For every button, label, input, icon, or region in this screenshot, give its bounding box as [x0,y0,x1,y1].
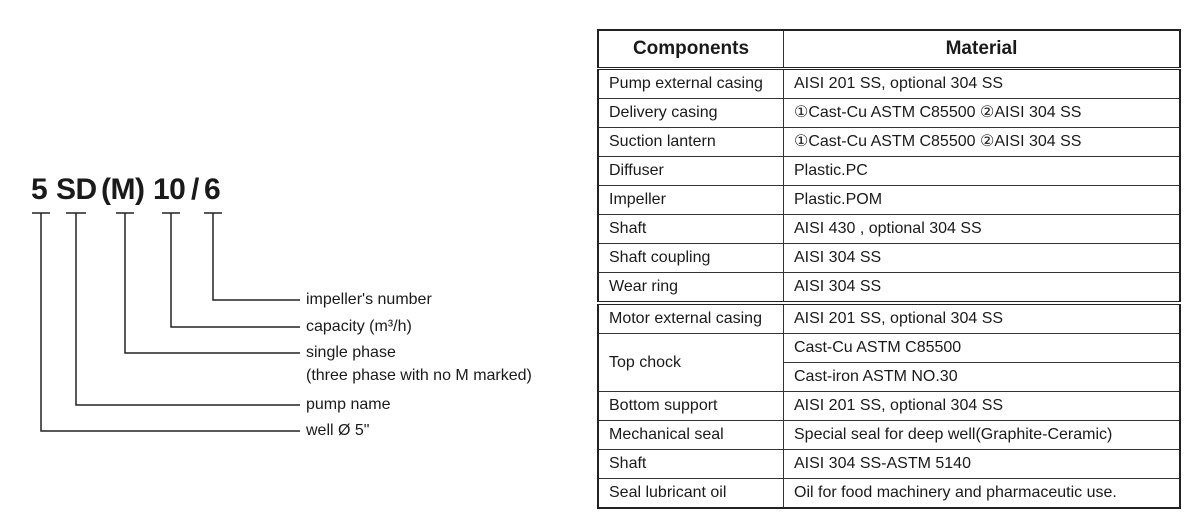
code-part-pump-name: SD [56,173,97,206]
table-row [598,215,1180,244]
component-cell: Shaft [598,450,784,479]
legend-pump-name: pump name [306,396,391,413]
table-row [598,450,1180,479]
table-row [598,334,1180,363]
legend-three-phase-note: (three phase with no M marked) [306,367,532,384]
material-cell: AISI 201 SS, optional 304 SS [784,303,1181,334]
component-cell: Diffuser [598,157,784,186]
table-row [598,128,1180,157]
component-cell: Delivery casing [598,99,784,128]
component-cell: Top chock [598,334,784,392]
legend-well-size: well Ø 5" [306,422,370,439]
component-cell: Wear ring [598,273,784,304]
table-row [598,244,1180,273]
legend-impeller-number: impeller's number [306,291,432,308]
component-cell: Mechanical seal [598,421,784,450]
table-row [598,303,1180,334]
materials-table [597,29,1181,509]
component-cell: Shaft coupling [598,244,784,273]
material-cell: Cast-iron ASTM NO.30 [784,363,1181,392]
table-row [598,392,1180,421]
code-leader-lines [0,0,590,527]
table-row [598,273,1180,304]
component-cell: Bottom support [598,392,784,421]
header-material: Material [784,30,1181,69]
table-row [598,186,1180,215]
material-cell: Special seal for deep well(Graphite-Ceramic) [784,421,1181,450]
material-cell: AISI 304 SS [784,273,1181,304]
code-part-impellers: 6 [204,173,221,206]
material-cell: AISI 304 SS [784,244,1181,273]
legend-single-phase: single phase [306,344,396,361]
model-code-diagram [0,0,590,527]
component-cell: Suction lantern [598,128,784,157]
component-cell: Shaft [598,215,784,244]
table-header-row [598,30,1180,69]
material-cell: AISI 304 SS-ASTM 5140 [784,450,1181,479]
header-components: Components [598,30,784,69]
material-cell: AISI 430 , optional 304 SS [784,215,1181,244]
component-cell: Impeller [598,186,784,215]
table-row [598,99,1180,128]
component-cell: Pump external casing [598,69,784,99]
material-cell: Plastic.POM [784,186,1181,215]
material-cell: Cast-Cu ASTM C85500 [784,334,1181,363]
code-part-well-size: 5 [31,173,48,206]
material-cell: Plastic.PC [784,157,1181,186]
table-row [598,157,1180,186]
legend-capacity: capacity (m³/h) [306,318,412,335]
component-cell: Seal lubricant oil [598,479,784,509]
code-part-slash: / [191,173,199,206]
code-part-phase: (M) [101,173,145,206]
material-cell: ①Cast-Cu ASTM C85500 ②AISI 304 SS [784,128,1181,157]
table-row [598,479,1180,509]
table-row [598,69,1180,99]
table-row [598,421,1180,450]
material-cell: ①Cast-Cu ASTM C85500 ②AISI 304 SS [784,99,1181,128]
material-cell: AISI 201 SS, optional 304 SS [784,392,1181,421]
component-cell: Motor external casing [598,303,784,334]
code-part-capacity: 10 [153,173,186,206]
material-cell: Oil for food machinery and pharmaceutic use. [784,479,1181,509]
material-cell: AISI 201 SS, optional 304 SS [784,69,1181,99]
